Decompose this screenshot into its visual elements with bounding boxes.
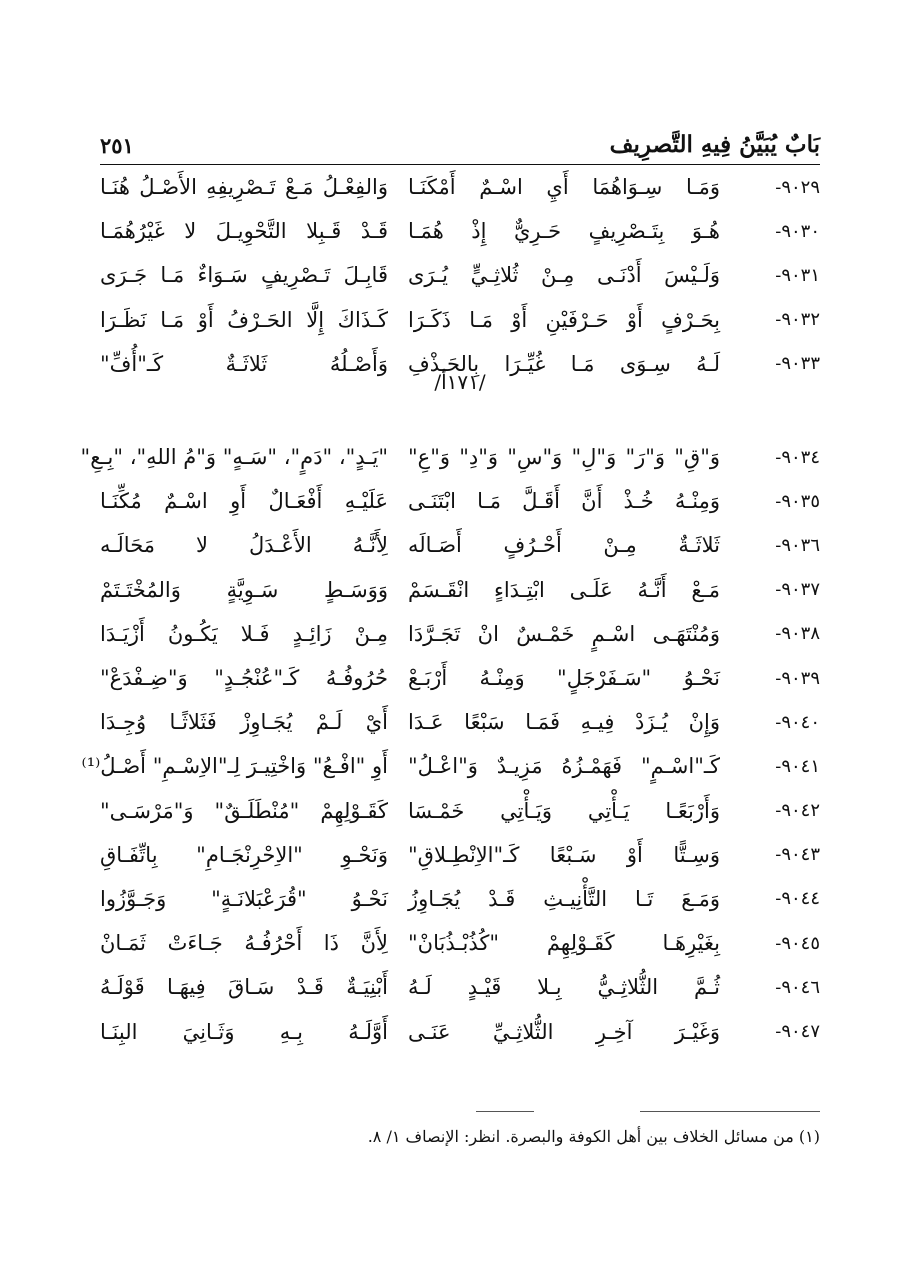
verse-row — [100, 1009, 820, 1053]
verse-number: ٩٠٣٥- — [775, 490, 820, 512]
verse-row — [100, 789, 820, 833]
footnote: (١) من مسائل الخلاف بين أهل الكوفة والبصرة. انظر: الإنصاف ١/ ٨. — [367, 1127, 820, 1146]
verse-number: ٩٠٣٣- — [775, 353, 820, 375]
verse-first-hemistich: بِحَـرْفٍ أَوْ حَـرْفَيْنِ أَوْ مَـا ذَكَـرَا — [408, 307, 720, 332]
verse-row — [81, 744, 820, 788]
verse-second-hemistich: وَنَحْـوِ "الاِحْرِنْجَـامِ" بِاتِّفَـاقِ — [100, 842, 388, 867]
verse-first-hemistich: ثَلاثَـةٌ مِـنْ أَحْـرُفٍ أَصَـالَه — [408, 533, 720, 558]
chapter-title: بَابٌ يُبَيَّنُ فِيهِ التَّصرِيف — [609, 131, 820, 158]
verse-first-hemistich: نَحْـوُ "سَـفَرْجَلٍ" وَمِنْـهُ أَرْبَـعْ — [408, 666, 720, 691]
verse-second-hemistich: "يَـدٍ"، "دَمٍ"، "سَـهٍ" وَ"مُ اللهِ"، "بِـعِ" — [80, 445, 388, 470]
verse-second-hemistich: لِأَنَّـهُ الأَعْـدَلُ لا مَحَالَـه — [100, 533, 388, 558]
verse-number: ٩٠٣١- — [775, 264, 820, 286]
verse-number: ٩٠٣٩- — [775, 667, 820, 689]
verse-row — [100, 209, 820, 253]
verse-number: ٩٠٤٦- — [775, 976, 820, 998]
verse-first-hemistich: مَـعْ أَنَّـهُ عَلَـى ابْتِـدَاءٍ انْقَـسَمْ — [408, 577, 720, 602]
verse-first-hemistich: وَإِنْ يُـزَدْ فِيـهِ فَمَـا سَبْعًا عَـدَا — [408, 710, 720, 735]
verse-second-hemistich: كَـذَاكَ إِلَّا الحَـرْفُ أَوْ مَـا نَظَـرَا — [100, 307, 388, 332]
verse-first-hemistich: وَلَـيْسَ أَدْنَـى مِـنْ ثُلاثِـيٍّ يُـرَى — [408, 263, 720, 288]
verse-number: ٩٠٤١- — [775, 755, 820, 777]
verse-number: ٩٠٣٠- — [775, 220, 820, 242]
verse-second-hemistich: قَـدْ قَـبِلا التَّحْوِيـلَ لا غَيْرُهُمَـا — [100, 219, 388, 244]
verse-second-hemistich: كَقَـوْلِهِمْ "مُنْطَلَـقٌ" وَ"مَرْسَـى" — [100, 798, 388, 823]
verse-first-hemistich: وَسِـتًّا أَوْ سَـبْعًا كَـ"الاِنْطِـلاقِ" — [408, 842, 720, 867]
manuscript-folio-marker: /١٧١أ/ — [434, 370, 486, 394]
verse-list-bottom — [80, 435, 820, 1054]
verse-number: ٩٠٤٥- — [775, 932, 820, 954]
verse-first-hemistich: ثُـمَّ الثُّلاثِـيُّ بِـلا قَيْـدٍ لَـهُ — [408, 975, 720, 1000]
verse-first-hemistich: وَمُنْتَهَـى اسْـمٍ خَمْـسٌ انْ تَجَـرَّدَا — [408, 621, 720, 646]
footnote-rule-right — [476, 1111, 534, 1112]
verse-second-hemistich: حُرُوفُـهُ كَـ"عُنْجُـدٍ" وَ"ضِـفْدَعْ" — [100, 666, 388, 691]
verse-number: ٩٠٤٠- — [775, 711, 820, 733]
verse-list-top — [100, 165, 820, 386]
verse-second-hemistich: نَحْـوُ "قُرَعْبَلانَـةٍ" وَجَـوَّزُوا — [100, 886, 388, 911]
verse-row — [100, 612, 820, 656]
verse-number: ٩٠٣٨- — [775, 623, 820, 645]
verse-second-hemistich: أَوَّلَـهُ بِـهِ وَثَـانِيَ البِنَـا — [100, 1019, 388, 1044]
verse-row — [100, 479, 820, 523]
verse-row — [100, 700, 820, 744]
page-header — [100, 118, 820, 165]
verse-number: ٩٠٣٧- — [775, 579, 820, 601]
verse-second-hemistich: وَأَصْـلُهُ ثَلاثَـةٌ كَـ"أُفِّ" — [100, 351, 388, 376]
verse-second-hemistich: عَلَيْـهِ أَفْعَـالٌ أَوِ اسْـمٌ مُكِّنَـا — [100, 489, 388, 514]
verse-second-hemistich: أَوِ "افْـعُ" وَاخْتِيـرَ لِـ"الاِسْـمِ" أَصْـلُ⁽¹⁾ — [81, 754, 388, 779]
verse-first-hemistich: وَمِنْـهُ خُـذْ أَنَّ أَقَـلَّ مَـا ابْتَنَـى — [408, 489, 720, 514]
verse-row — [100, 523, 820, 567]
verse-row — [100, 298, 820, 342]
verse-row — [100, 921, 820, 965]
verse-second-hemistich: أَيْ لَـمْ يُجَـاوِزْ فَثَلاثًـا وُجِـدَا — [100, 710, 388, 735]
footnote-rule-left — [640, 1111, 820, 1112]
verse-first-hemistich: لَـهُ سِـوَى مَـا غُيِّـرَا بِالحَـذْفِ — [408, 351, 720, 376]
verse-row — [100, 568, 820, 612]
page-number: ٢٥١ — [100, 133, 134, 158]
verse-first-hemistich: وَمَـعَ تَـا التَّأْنِيـثِ قَـدْ يُجَـاوِزُ — [408, 886, 720, 911]
verse-number: ٩٠٣٤- — [775, 446, 820, 468]
verse-number: ٩٠٤٤- — [775, 888, 820, 910]
verse-number: ٩٠٣٦- — [775, 534, 820, 556]
verse-number: ٩٠٤٣- — [775, 844, 820, 866]
verse-first-hemistich: بِغَيْرِهَـا كَقَـوْلِهِمْ "كُذُبْـذُبَانْ" — [408, 931, 720, 956]
verse-first-hemistich: كَـ"اسْـمٍ" فَهَمْـزُهُ مَزِيـدٌ وَ"اعْـلُ" — [408, 754, 720, 779]
verse-row — [100, 253, 820, 297]
verse-number: ٩٠٤٧- — [775, 1021, 820, 1043]
verse-first-hemistich: وَمَـا سِـوَاهُمَا أَيِ اسْـمٌ أَمْكَنَـا — [408, 175, 720, 200]
verse-first-hemistich: وَأَرْبَعًـا يَـأْتِي وَيَـأْتِي خَمْـسَا — [408, 798, 720, 823]
verse-row — [100, 165, 820, 209]
verse-first-hemistich: هُـوَ بِتَـصْرِيفٍ حَـرِيٌّ إِذْ هُمَـا — [408, 219, 720, 244]
verse-number: ٩٠٢٩- — [775, 176, 820, 198]
verse-row — [100, 656, 820, 700]
verse-second-hemistich: قَابِـلَ تَـصْرِيفٍ سَـوَاءٌ مَـا جَـرَى — [100, 263, 388, 288]
verse-second-hemistich: وَالفِعْـلُ مَـعْ تَـصْرِيفِهِ الأَصْـلُ هُنَـا — [100, 175, 388, 200]
verse-second-hemistich: مِـنْ زَائِـدٍ فَـلا يَكُـونُ أَزْيَـدَا — [100, 621, 388, 646]
verse-second-hemistich: أَبْنِيَـةٌ قَـدْ سَـاقَ فِيهَـا قَوْلَـهُ — [100, 975, 388, 1000]
verse-number: ٩٠٤٢- — [775, 800, 820, 822]
verse-number: ٩٠٣٢- — [775, 309, 820, 331]
verse-second-hemistich: وَوَسَـطٍ سَـوِيَّةٍ وَالمُخْتَـتَمْ — [100, 577, 388, 602]
verse-row — [100, 877, 820, 921]
verse-row — [100, 833, 820, 877]
verse-second-hemistich: لِأَنَّ ذَا أَحْرُفُـهُ جَـاءَتْ ثَمَـانْ — [100, 931, 388, 956]
verse-row — [100, 965, 820, 1009]
verse-first-hemistich: وَ"قِ" وَ"رَ" وَ"لِ" وَ"سِ" وَ"دِ" وَ"عِ" — [408, 445, 720, 470]
verse-first-hemistich: وَغَيْـرَ آخِـرِ الثُّلاثِـيِّ عَنَـى — [408, 1019, 720, 1044]
verse-row — [80, 435, 820, 479]
